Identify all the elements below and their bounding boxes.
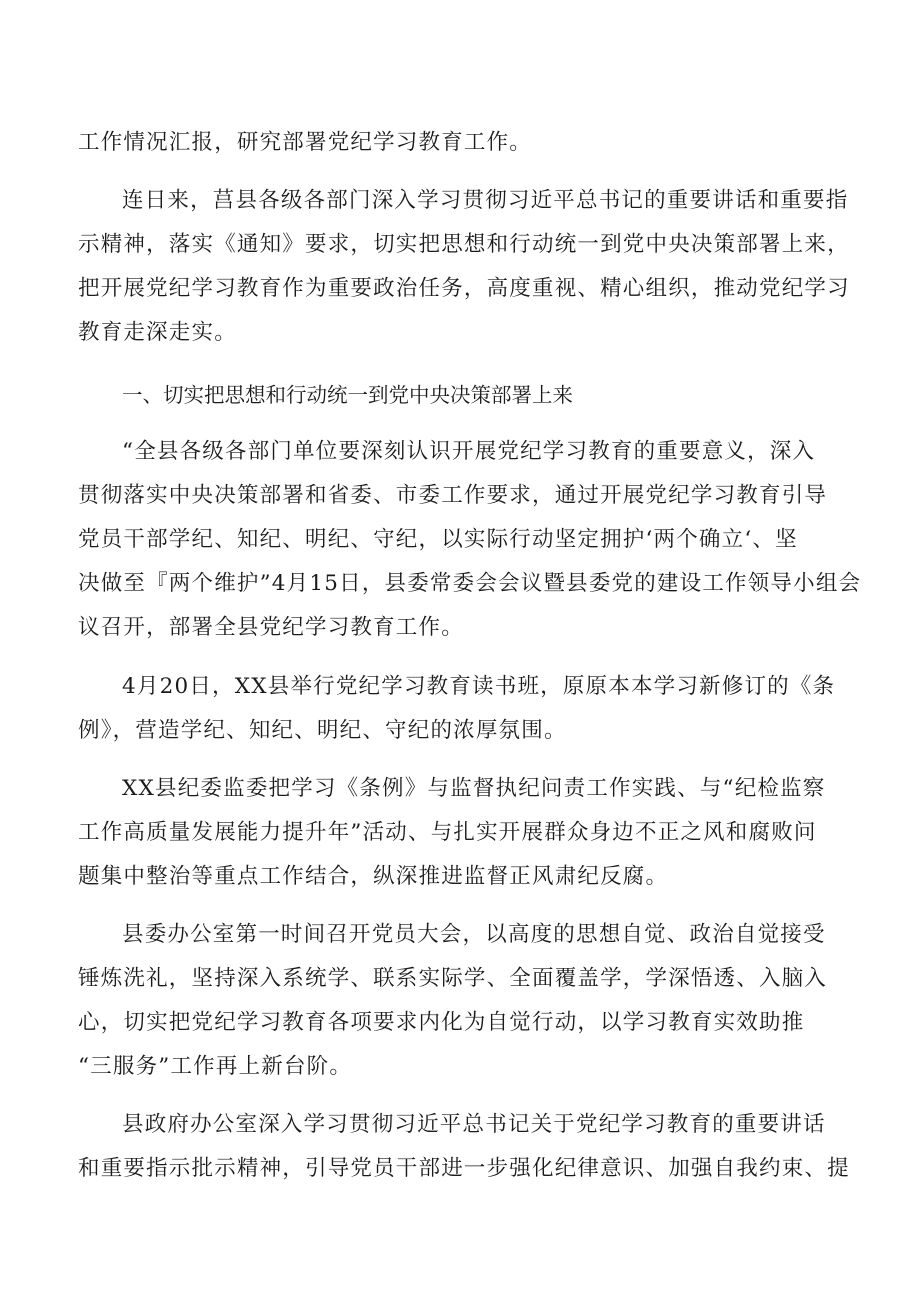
paragraph-line: 连日来，莒县各级各部门深入学习贯彻习近平总书记的重要讲话和重要指 xyxy=(122,188,849,213)
paragraph-line: 心，切实把党纪学习教育各项要求内化为自觉行动，以学习教育实效助推 xyxy=(78,1010,805,1035)
paragraph-line: 和重要指示批示精神，引导党员干部进一步强化纪律意识、加强自我约束、提 xyxy=(78,1156,850,1181)
paragraph-line: 县政府办公室深入学习贯彻习近平总书记关于党纪学习教育的重要讲话 xyxy=(122,1112,826,1137)
paragraph-line: 示精神，落实《通知》要求，切实把思想和行动统一到党中央决策部署上来， xyxy=(78,232,850,257)
paragraph-line: 题集中整治等重点工作结合，纵深推进监督正风肃纪反腐。 xyxy=(78,864,669,889)
paragraph-line: 决做至『两个维护”4月15日，县委常委会会议暨县委党的建设工作领导小组会 xyxy=(78,571,862,596)
section-heading: 一、切实把思想和行动统一到党中央决策部署上来 xyxy=(122,383,573,407)
paragraph-line: 教育走深走实。 xyxy=(78,320,237,345)
paragraph-line: 党员干部学纪、知纪、明纪、守纪，以实际行动坚定拥护‘两个确立‘、坚 xyxy=(78,527,798,552)
paragraph-line: 把开展党纪学习教育作为重要政治任务，高度重视、精心组织，推动党纪学习 xyxy=(78,276,850,301)
paragraph-line: 县委办公室第一时间召开党员大会，以高度的思想自觉、政治自觉接受 xyxy=(122,922,826,947)
paragraph-line: “三服务”工作再上新台阶。 xyxy=(78,1054,353,1079)
paragraph-line: 锤炼洗礼，坚持深入系统学、联系实际学、全面覆盖学，学深悟透、入脑入 xyxy=(78,966,828,991)
paragraph-line: 4月20日，XX县举行党纪学习教育读书班，原原本本学习新修订的《条 xyxy=(122,674,836,699)
paragraph-line: XX县纪委监委把学习《条例》与监督执纪问责工作实践、与“纪检监察 xyxy=(122,776,826,801)
paragraph-line: 例》，营造学纪、知纪、明纪、守纪的浓厚氛围。 xyxy=(78,718,567,743)
paragraph-line: 贯彻落实中央决策部署和省委、市委工作要求，通过开展党纪学习教育引导 xyxy=(78,483,828,508)
paragraph-line: 工作情况汇报，研究部署党纪学习教育工作。 xyxy=(78,130,533,155)
paragraph-line: 工作高质量发展能力提升年”活动、与扎实开展群众身边不正之风和腐败问 xyxy=(78,820,817,845)
paragraph-line: 议召开，部署全县党纪学习教育工作。 xyxy=(78,615,464,640)
paragraph-line: “全县各级各部门单位要深刻认识开展党纪学习教育的重要意义，深入 xyxy=(122,439,816,464)
